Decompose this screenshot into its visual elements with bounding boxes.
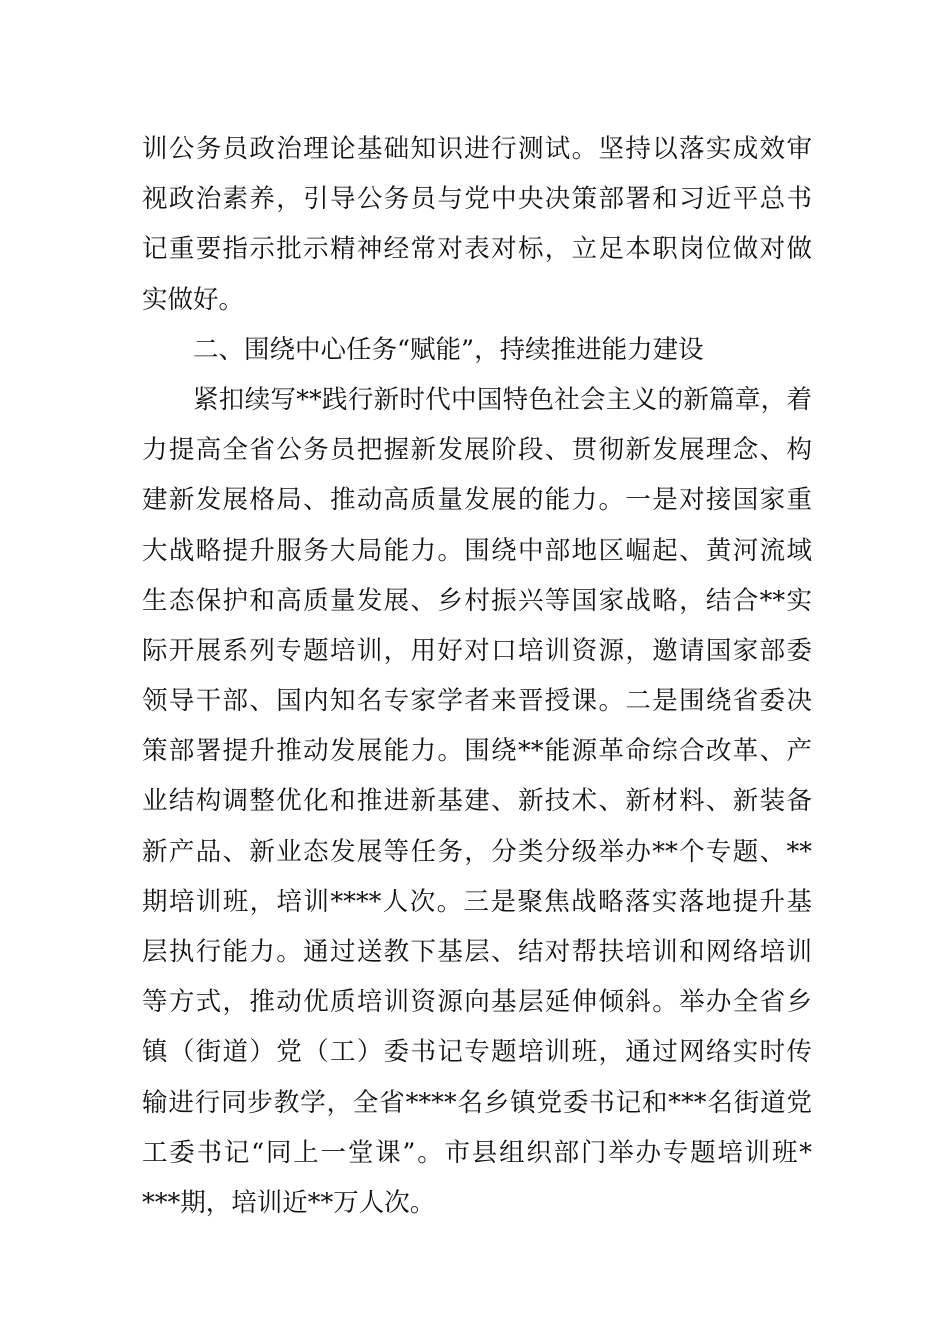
text-line: 训公务员政治理论基础知识进行测试。坚持以落实成效审 <box>142 134 812 164</box>
text-line: 输进行同步教学，全省****名乡镇党委书记和***名街道党 <box>142 1087 812 1118</box>
text-line: 生态保护和高质量发展、乡村振兴等国家战略，结合**实 <box>142 585 812 616</box>
text-line: 建新发展格局、推动高质量发展的能力。一是对接国家重 <box>142 485 812 516</box>
text-line: 紧扣续写**践行新时代中国特色社会主义的新篇章，着 <box>193 384 812 415</box>
text-line: 业结构调整优化和推进新基建、新技术、新材料、新装备 <box>142 786 812 817</box>
text-line: 工委书记“同上一堂课”。市县组织部门举办专题培训班* <box>142 1137 812 1168</box>
text-line: 记重要指示批示精神经常对表对标，立足本职岗位做对做 <box>142 234 812 265</box>
text-line: 际开展系列专题培训，用好对口培训资源，邀请国家部委 <box>142 635 812 666</box>
text-line: 策部署提升推动发展能力。围绕**能源革命综合改革、产 <box>142 736 812 767</box>
text-line: 层执行能力。通过送教下基层、结对帮扶培训和网络培训 <box>142 937 812 967</box>
text-line: 镇（街道）党（工）委书记专题培训班，通过网络实时传 <box>142 1037 812 1068</box>
text-line: 力提高全省公务员把握新发展阶段、贯彻新发展理念、构 <box>142 435 812 466</box>
text-line: 视政治素养，引导公务员与党中央决策部署和习近平总书 <box>142 184 812 215</box>
text-line: 新产品、新业态发展等任务，分类分级举办**个专题、** <box>142 836 812 867</box>
section-heading: 二、围绕中心任务“赋能”，持续推进能力建设 <box>193 334 704 365</box>
text-line: 期培训班，培训****人次。三是聚焦战略落实落地提升基 <box>142 886 812 917</box>
text-line: 领导干部、国内知名专家学者来晋授课。二是围绕省委决 <box>142 686 812 717</box>
text-line: 大战略提升服务大局能力。围绕中部地区崛起、黄河流域 <box>142 535 812 566</box>
text-line: 等方式，推动优质培训资源向基层延伸倾斜。举办全省乡 <box>142 987 812 1018</box>
text-line: 实做好。 <box>142 284 245 315</box>
text-line: ***期，培训近**万人次。 <box>142 1187 436 1218</box>
document-body <box>142 124 812 1228</box>
